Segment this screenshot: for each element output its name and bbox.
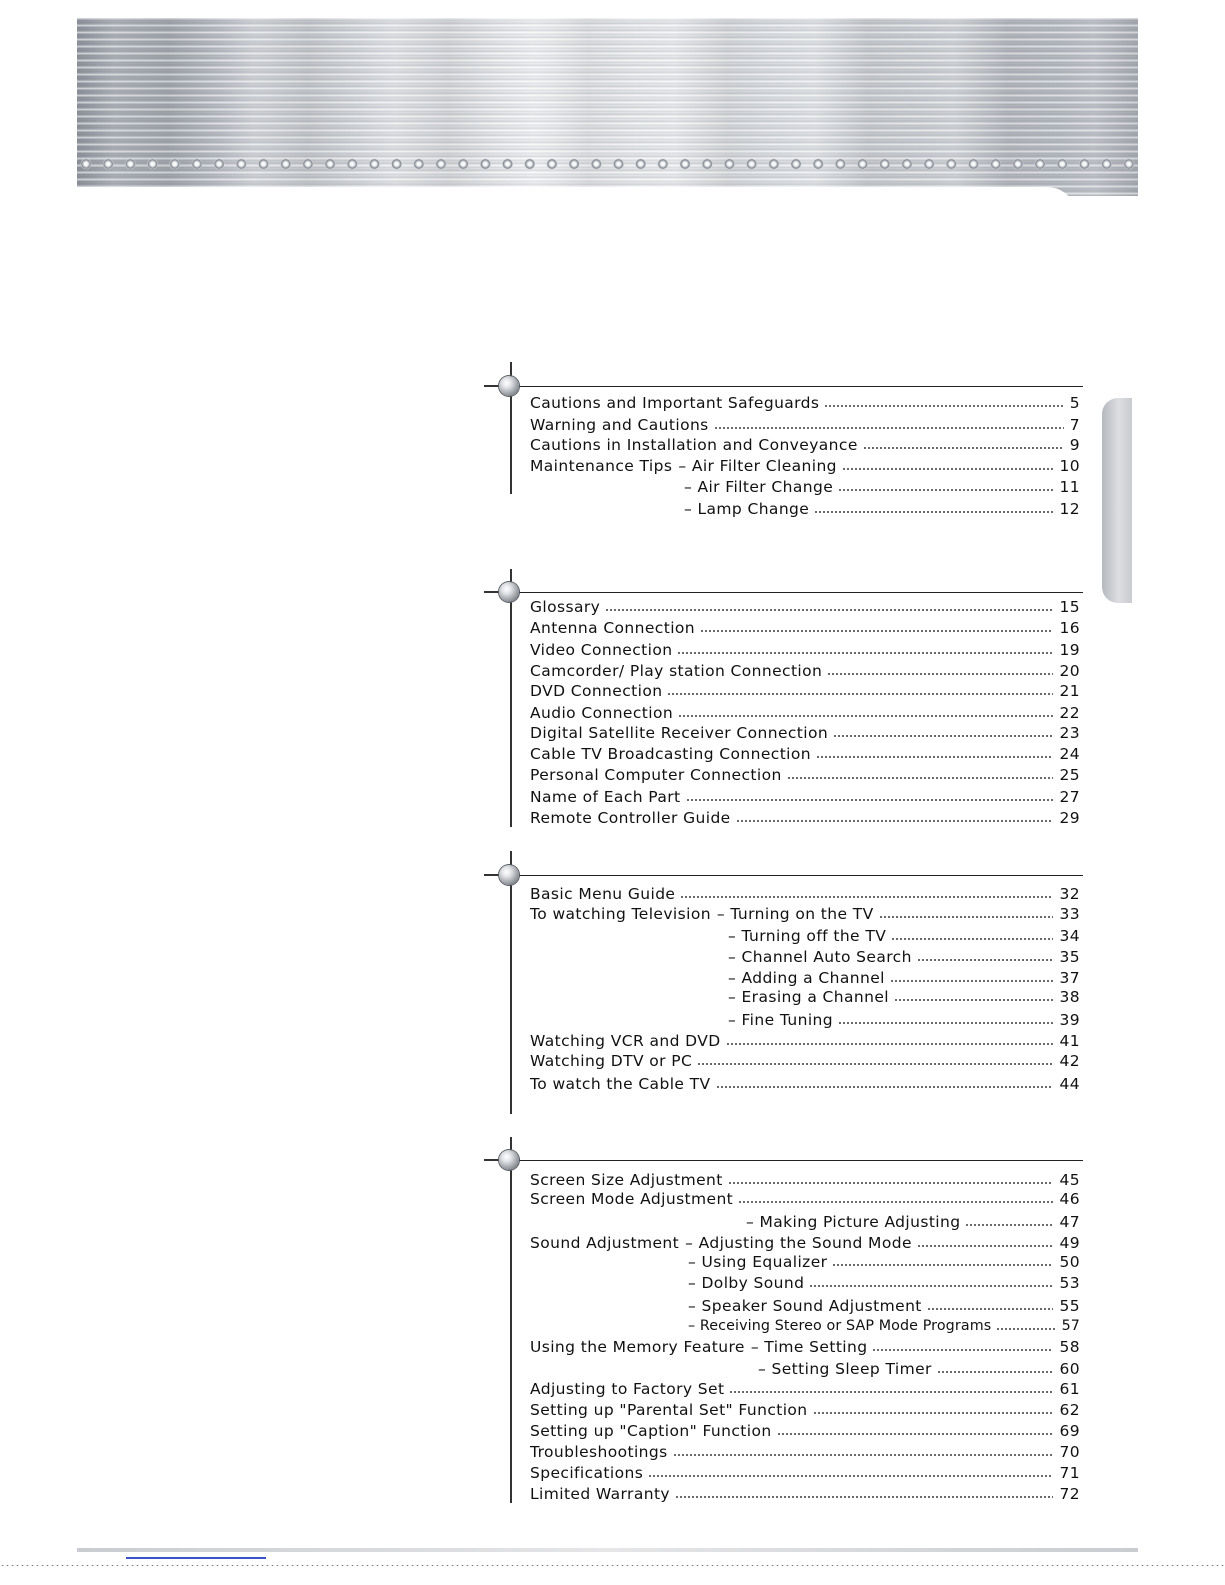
dot-leader <box>728 1182 1054 1184</box>
toc-entry[interactable] <box>530 947 1080 967</box>
toc-page-number: 29 <box>1059 809 1080 827</box>
toc-entry-label: Video Connection <box>530 641 673 659</box>
dot-leader <box>678 715 1053 717</box>
banner-dot-row <box>77 158 1138 170</box>
toc-page-number: 62 <box>1059 1401 1080 1419</box>
toc-page-number: 9 <box>1069 436 1080 454</box>
toc-entry-label: – Dolby Sound <box>688 1274 805 1292</box>
toc-entry[interactable] <box>530 681 1080 701</box>
toc-entry[interactable] <box>530 1379 1080 1399</box>
toc-entry[interactable] <box>530 1359 1080 1379</box>
toc-entry-label: – Lamp Change <box>684 500 810 518</box>
toc-entry[interactable] <box>530 723 1080 743</box>
toc-entry-label: Adjusting to Factory Set <box>530 1380 725 1398</box>
toc-entry[interactable] <box>530 1273 1080 1293</box>
toc-page-number: 53 <box>1059 1274 1080 1292</box>
toc-page-number: 24 <box>1059 745 1080 763</box>
toc-page-number: 34 <box>1059 927 1080 945</box>
toc-page-number: 20 <box>1059 662 1080 680</box>
toc-entry-label: Glossary <box>530 598 601 616</box>
toc-entry-label: – Erasing a Channel <box>728 988 889 1006</box>
side-chapter-tab <box>1102 398 1132 603</box>
toc-page-number: 45 <box>1059 1171 1080 1189</box>
section-bullet-icon <box>499 582 519 602</box>
dot-leader <box>890 980 1054 982</box>
toc-entry-label: DVD Connection <box>530 682 663 700</box>
toc-page-number: 22 <box>1059 704 1080 722</box>
toc-entry-label: Limited Warranty <box>530 1485 671 1503</box>
toc-entry-label: – Adding a Channel <box>728 969 885 987</box>
toc-entry[interactable] <box>530 415 1080 435</box>
toc-entry[interactable] <box>530 1170 1080 1190</box>
toc-entry[interactable] <box>530 787 1080 807</box>
dot-leader <box>680 896 1053 898</box>
dot-leader <box>832 1264 1053 1266</box>
dot-leader <box>714 427 1064 429</box>
dot-leader <box>686 799 1054 801</box>
toc-entry[interactable] <box>530 744 1080 764</box>
toc-entry-label: – Air Filter Cleaning <box>678 457 837 475</box>
toc-entry[interactable] <box>530 1010 1080 1030</box>
toc-entry[interactable] <box>530 703 1080 723</box>
dot-leader <box>787 777 1054 779</box>
toc-page-number: 49 <box>1059 1234 1080 1252</box>
dot-leader <box>996 1328 1055 1330</box>
dot-leader <box>842 468 1054 470</box>
dot-leader <box>891 938 1053 940</box>
toc-entry[interactable] <box>530 499 1080 519</box>
toc-entry-label: Warning and Cautions <box>530 416 709 434</box>
toc-entry-group: To watching Television <box>530 905 711 923</box>
toc-entry[interactable] <box>530 435 1080 455</box>
toc-page-number: 69 <box>1059 1422 1080 1440</box>
toc-entry[interactable] <box>530 1189 1080 1209</box>
toc-entry[interactable] <box>530 968 1080 988</box>
toc-entry[interactable] <box>530 477 1080 497</box>
section-bullet-icon <box>499 865 519 885</box>
toc-page-number: 42 <box>1059 1052 1080 1070</box>
dot-leader <box>824 405 1063 407</box>
toc-page-number: 33 <box>1059 905 1080 923</box>
toc-entry[interactable] <box>530 1442 1080 1462</box>
footer-accent-line <box>126 1557 266 1559</box>
toc-entry[interactable] <box>530 597 1080 617</box>
footer-dotted-line <box>0 1565 1225 1566</box>
toc-entry[interactable] <box>530 1074 1080 1094</box>
toc-page-number: 39 <box>1059 1011 1080 1029</box>
dot-leader <box>697 1063 1053 1065</box>
toc-entry-label: To watch the Cable TV <box>530 1075 711 1093</box>
toc-entry[interactable] <box>530 1031 1080 1051</box>
toc-entry-label: Cautions in Installation and Conveyance <box>530 436 858 454</box>
toc-entry-label: Setting up "Caption" Function <box>530 1422 772 1440</box>
toc-entry[interactable] <box>530 1316 1080 1336</box>
toc-entry-label: – Turning on the TV <box>716 905 874 923</box>
toc-section <box>483 569 1083 837</box>
dot-leader <box>917 1245 1054 1247</box>
dot-leader <box>917 959 1054 961</box>
section-horizontal-rule <box>510 592 1083 593</box>
section-bullet-icon <box>499 376 519 396</box>
toc-entry-label: – Making Picture Adjusting <box>746 1213 961 1231</box>
toc-page-number: 25 <box>1059 766 1080 784</box>
dot-leader <box>813 1412 1054 1414</box>
dot-leader <box>605 609 1053 611</box>
toc-entry-label: Setting up "Parental Set" Function <box>530 1401 808 1419</box>
toc-entry-label: Screen Size Adjustment <box>530 1171 723 1189</box>
toc-entry-label: Personal Computer Connection <box>530 766 782 784</box>
toc-entry-label: – Channel Auto Search <box>728 948 912 966</box>
toc-entry[interactable] <box>530 618 1080 638</box>
toc-page-number: 7 <box>1069 416 1080 434</box>
toc-entry-group: Using the Memory Feature <box>530 1338 745 1356</box>
toc-page-number: 19 <box>1059 641 1080 659</box>
toc-entry-label: Cable TV Broadcasting Connection <box>530 745 811 763</box>
toc-page-number: 11 <box>1059 478 1080 496</box>
toc-page-number: 35 <box>1059 948 1080 966</box>
toc-page-number: 32 <box>1059 885 1080 903</box>
toc-entry[interactable] <box>530 1421 1080 1441</box>
toc-entry[interactable] <box>530 904 1080 924</box>
toc-entry[interactable] <box>530 661 1080 681</box>
toc-page-number: 57 <box>1061 1318 1080 1334</box>
toc-entry[interactable] <box>530 1051 1080 1071</box>
toc-entry-label: Screen Mode Adjustment <box>530 1190 734 1208</box>
toc-entry-label: Specifications <box>530 1464 644 1482</box>
toc-entry[interactable] <box>530 1400 1080 1420</box>
dot-leader <box>937 1371 1054 1373</box>
dot-leader <box>667 693 1053 695</box>
toc-page-number: 71 <box>1059 1464 1080 1482</box>
toc-entry[interactable] <box>530 456 1080 476</box>
toc-page-number: 10 <box>1059 457 1080 475</box>
toc-entry[interactable] <box>530 987 1080 1007</box>
dot-leader <box>736 820 1054 822</box>
toc-page-number: 12 <box>1059 500 1080 518</box>
toc-page-number: 23 <box>1059 724 1080 742</box>
dot-leader <box>833 735 1053 737</box>
dot-leader <box>827 673 1053 675</box>
toc-entry-label: Basic Menu Guide <box>530 885 676 903</box>
toc-page-number: 70 <box>1059 1443 1080 1461</box>
section-vertical-rule <box>510 851 512 1114</box>
toc-page-number: 16 <box>1059 619 1080 637</box>
dot-leader <box>965 1224 1053 1226</box>
toc-entry[interactable] <box>530 808 1080 828</box>
section-vertical-rule <box>510 569 512 827</box>
dot-leader <box>838 489 1053 491</box>
dot-leader <box>838 1022 1053 1024</box>
toc-page-number: 44 <box>1059 1075 1080 1093</box>
footer-bar <box>77 1548 1138 1552</box>
toc-entry[interactable] <box>530 765 1080 785</box>
dot-leader <box>738 1201 1053 1203</box>
header-banner <box>77 18 1138 196</box>
toc-entry[interactable] <box>530 926 1080 946</box>
toc-entry-label: Antenna Connection <box>530 619 696 637</box>
toc-entry[interactable] <box>530 1233 1080 1253</box>
toc-entry-label: Watching VCR and DVD <box>530 1032 721 1050</box>
dot-leader <box>777 1433 1054 1435</box>
dot-leader <box>677 652 1053 654</box>
toc-page-number: 41 <box>1059 1032 1080 1050</box>
toc-entry-label: – Receiving Stereo or SAP Mode Programs <box>688 1318 992 1334</box>
toc-entry-label: Camcorder/ Play station Connection <box>530 662 823 680</box>
section-bullet-icon <box>499 1150 519 1170</box>
toc-section <box>483 851 1083 1124</box>
section-horizontal-rule <box>510 875 1083 876</box>
toc-entry[interactable] <box>530 1484 1080 1504</box>
dot-leader <box>700 630 1053 632</box>
toc-page-number: 15 <box>1059 598 1080 616</box>
dot-leader <box>729 1391 1053 1393</box>
toc-page-number: 50 <box>1059 1253 1080 1271</box>
toc-entry[interactable] <box>530 1463 1080 1483</box>
toc-entry-label: – Fine Tuning <box>728 1011 833 1029</box>
toc-entry-label: Remote Controller Guide <box>530 809 731 827</box>
section-vertical-rule <box>510 1137 512 1503</box>
dot-leader <box>809 1285 1053 1287</box>
dot-leader <box>816 756 1053 758</box>
toc-page-number: 58 <box>1059 1338 1080 1356</box>
dot-leader <box>927 1308 1054 1310</box>
toc-entry-label: Cautions and Important Safeguards <box>530 394 820 412</box>
dot-leader <box>726 1043 1054 1045</box>
dot-leader <box>863 447 1064 449</box>
toc-page-number: 47 <box>1059 1213 1080 1231</box>
dot-leader <box>675 1496 1053 1498</box>
dot-leader <box>894 999 1053 1001</box>
toc-page-number: 55 <box>1059 1297 1080 1315</box>
toc-entry-label: Digital Satellite Receiver Connection <box>530 724 829 742</box>
dot-leader <box>872 1349 1053 1351</box>
toc-page-number: 21 <box>1059 682 1080 700</box>
dot-leader <box>814 511 1053 513</box>
dot-leader <box>716 1086 1054 1088</box>
toc-entry-label: – Setting Sleep Timer <box>758 1360 932 1378</box>
toc-entry-label: – Air Filter Change <box>684 478 834 496</box>
dot-leader <box>648 1475 1053 1477</box>
toc-entry-group: Maintenance Tips <box>530 457 673 475</box>
toc-entry-label: Troubleshootings <box>530 1443 668 1461</box>
toc-entry-label: Watching DTV or PC <box>530 1052 693 1070</box>
section-horizontal-rule <box>510 386 1083 387</box>
dot-leader <box>879 916 1054 918</box>
toc-page-number: 61 <box>1059 1380 1080 1398</box>
toc-entry[interactable] <box>530 884 1080 904</box>
toc-entry[interactable] <box>530 640 1080 660</box>
toc-entry[interactable] <box>530 393 1080 413</box>
toc-page-number: 37 <box>1059 969 1080 987</box>
toc-entry-label: – Turning off the TV <box>728 927 887 945</box>
section-horizontal-rule <box>510 1160 1083 1161</box>
banner-corner-cut <box>77 187 1077 196</box>
toc-entry-label: Audio Connection <box>530 704 674 722</box>
toc-entry[interactable] <box>530 1252 1080 1272</box>
toc-page-number: 46 <box>1059 1190 1080 1208</box>
toc-page-number: 60 <box>1059 1360 1080 1378</box>
toc-entry[interactable] <box>530 1212 1080 1232</box>
toc-entry[interactable] <box>530 1296 1080 1316</box>
toc-page-number: 5 <box>1069 394 1080 412</box>
toc-section <box>483 1137 1083 1513</box>
toc-entry-label: – Adjusting the Sound Mode <box>685 1234 912 1252</box>
toc-page-number: 38 <box>1059 988 1080 1006</box>
toc-entry[interactable] <box>530 1337 1080 1357</box>
toc-section <box>483 362 1083 518</box>
toc-page-number: 72 <box>1059 1485 1080 1503</box>
dot-leader <box>673 1454 1054 1456</box>
toc-entry-label: – Speaker Sound Adjustment <box>688 1297 922 1315</box>
toc-entry-label: – Time Setting <box>750 1338 868 1356</box>
toc-entry-group: Sound Adjustment <box>530 1234 680 1252</box>
toc-entry-label: – Using Equalizer <box>688 1253 828 1271</box>
toc-entry-label: Name of Each Part <box>530 788 681 806</box>
toc-page-number: 27 <box>1059 788 1080 806</box>
